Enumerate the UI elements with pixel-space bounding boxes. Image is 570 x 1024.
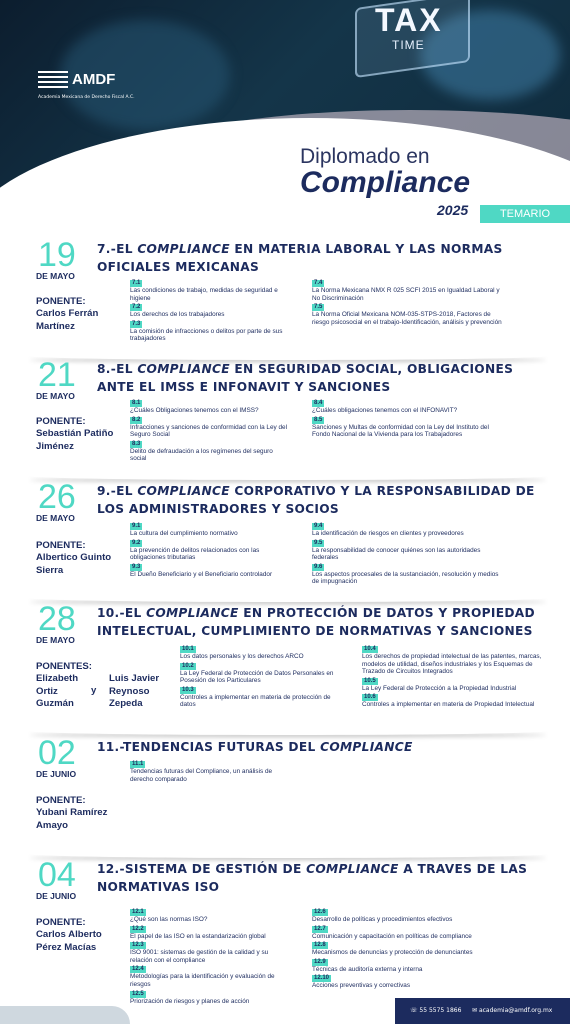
time-label: TIME: [392, 38, 425, 52]
phone-text: 55 5575 1866: [419, 1007, 462, 1014]
topic-number: 12.2: [132, 925, 144, 932]
footer-email: ✉ academia@amdf.org.mx: [472, 1007, 553, 1014]
topic-item: [130, 941, 290, 964]
topic-text: Los datos personales y los derechos ARCO: [180, 653, 304, 660]
ponente-label: PONENTE:: [36, 795, 86, 806]
topic-number: 9.4: [314, 523, 323, 529]
topic-item: [312, 941, 502, 957]
topic-item: [130, 399, 290, 415]
topic-text: La comisión de infracciones o delitos por parte de sus trabajadores: [130, 327, 283, 343]
topic-text: Los derechos de los trabajadores: [130, 311, 225, 319]
session-month: DE MAYO: [36, 513, 75, 523]
session-day: 19: [38, 236, 76, 274]
topic-item: [130, 760, 290, 783]
topic-number: 12.5: [132, 990, 144, 997]
session-title: 10.-EL COMPLIANCE EN PROTECCIÓN DE DATOS Y PROPIEDAD INTELECTUAL, CUMPLIMIENTO DE NORMATIVAS Y SANCIONES: [97, 606, 535, 638]
ponente-name: Yubani Ramírez Amayo: [36, 807, 108, 831]
topic-column-right: [312, 279, 502, 327]
topic-item: [130, 539, 290, 562]
session-month: DE MAYO: [36, 391, 75, 401]
topic-item: [130, 522, 290, 538]
topic-text: La identificación de riesgos en clientes y proveedores: [312, 530, 464, 537]
ponente-name: Elizabeth Ortiz Guzmán: [36, 673, 79, 709]
footer-phone: ☏ 55 5575 1866: [410, 1007, 462, 1014]
topic-item: [312, 563, 502, 586]
topic-text: La prevención de delitos relacionados con las obligaciones tributarias: [130, 546, 260, 562]
topic-number: 10.6: [364, 694, 376, 701]
topic-item: [180, 645, 340, 661]
topic-text: Metodologías para la identificación y evaluación de riesgos: [130, 973, 275, 988]
topic-text: Los aspectos procesales de la sustanciación, resolución y medios de impugnación: [312, 570, 499, 586]
session-month: DE JUNIO: [36, 769, 77, 779]
topic-column-right: [312, 399, 502, 440]
topic-text: Controles a implementar en materia de Propiedad Intelectual: [362, 701, 535, 709]
topic-number: 8.1: [132, 400, 141, 406]
topic-item: [180, 686, 340, 709]
topic-number: 8.4: [314, 400, 323, 406]
topic-number: 8.5: [314, 416, 323, 423]
ponente-name: Albertico Guinto Sierra: [36, 552, 112, 576]
topic-number: 7.5: [314, 304, 323, 311]
topic-item: [312, 908, 502, 924]
topic-number: 10.2: [182, 662, 194, 669]
topic-item: [312, 958, 502, 974]
hero-banner: [0, 0, 570, 240]
topic-text: Tendencias futuras del Compliance, un análisis de derecho comparado: [130, 768, 273, 783]
topic-text: La Norma Oficial Mexicana NOM-035-STPS-2018, Factores de riesgo psicosocial en el trabajo-Identificación, análisis y prevención: [312, 311, 502, 326]
tax-label: TAX: [375, 2, 443, 38]
topic-item: [130, 440, 290, 463]
topic-text: La cultura del cumplimiento normativo: [130, 530, 238, 537]
ponente-label: PONENTE:: [36, 416, 86, 427]
ponente-label: PONENTE:: [36, 296, 86, 307]
topic-number: 12.3: [132, 942, 144, 949]
topic-number: 12.10: [314, 975, 330, 982]
topic-number: 10.3: [182, 686, 194, 693]
topic-item: [362, 677, 552, 693]
topic-text: Priorización de riesgos y planes de acción: [130, 997, 250, 1005]
logo-subtitle: Academia Mexicana de Derecho Fiscal A.C.: [38, 95, 135, 100]
topic-item: [130, 908, 290, 924]
topic-number: 10.1: [182, 646, 194, 652]
topic-text: La Ley Federal de Protección a la Propiedad Industrial: [362, 684, 517, 692]
ponente-and: y: [91, 685, 97, 696]
session-title: 11.-TENDENCIAS FUTURAS DEL COMPLIANCE: [97, 740, 413, 754]
topic-text: Infracciones y sanciones de conformidad con la Ley del Seguro Social: [130, 423, 288, 439]
ponente-name: Carlos Alberto Pérez Macías: [36, 929, 102, 953]
topic-item: [312, 303, 502, 326]
session-title: 7.-EL COMPLIANCE EN MATERIA LABORAL Y LAS NORMAS OFICIALES MEXICANAS: [97, 242, 503, 274]
topic-item: [312, 279, 502, 302]
topic-number: 8.2: [132, 416, 141, 423]
topic-item: [312, 522, 502, 538]
topic-column-left: [130, 399, 290, 464]
topic-column-left: [130, 908, 290, 1006]
topic-item: [362, 693, 552, 709]
ponente-label: PONENTE:: [36, 917, 86, 928]
topic-number: 10.5: [364, 677, 376, 684]
topic-number: 7.1: [132, 280, 141, 286]
session-title: 9.-EL COMPLIANCE CORPORATIVO Y LA RESPONSABILIDAD DE LOS ADMINISTRADORES Y SOCIOS: [97, 484, 535, 516]
session-day: 28: [38, 600, 76, 638]
topic-item: [130, 416, 290, 439]
topic-text: La responsabilidad de conocer quiénes son las autoridades federales: [312, 546, 481, 562]
section-divider: [28, 727, 548, 735]
topic-number: 12.7: [314, 925, 326, 932]
logo-lines-icon: [38, 68, 68, 91]
topic-text: Controles a implementar en materia de protección de datos: [180, 693, 331, 709]
topic-item: [130, 563, 290, 579]
footer: [0, 998, 570, 1024]
topic-text: Técnicas de auditoría externa y interna: [312, 965, 423, 973]
topic-text: Comunicación y capacitación en políticas de compliance: [312, 932, 472, 940]
session-month: DE MAYO: [36, 635, 75, 645]
topic-column-left: [130, 522, 290, 579]
topic-item: [130, 965, 290, 988]
footer-grey-shape: [0, 1006, 130, 1024]
topic-number: 12.9: [314, 958, 326, 965]
session-title: 12.-SISTEMA DE GESTIÓN DE COMPLIANCE A TRAVES DE LAS NORMATIVAS ISO: [97, 862, 528, 894]
topic-item: [312, 399, 502, 415]
topic-text: ¿Qué son las normas ISO?: [130, 916, 208, 923]
year-label: 2025: [437, 202, 469, 218]
topic-column-left: [130, 760, 290, 784]
topic-item: [312, 974, 502, 990]
session-day: 02: [38, 734, 76, 772]
ponente-name: Sebastián Patiño Jiménez: [36, 428, 114, 452]
topic-item: [130, 279, 290, 302]
topic-text: Mecanismos de denuncias y protección de denunciantes: [312, 949, 473, 957]
ponente-name-2: Luis Javier Reynoso Zepeda: [109, 673, 160, 709]
topic-item: [130, 925, 290, 941]
topic-number: 7.3: [132, 320, 141, 327]
topic-text: Desarrollo de políticas y procedimientos efectivos: [312, 916, 453, 923]
session-day: 26: [38, 478, 76, 516]
topic-text: ISO 9001: sistemas de gestión de la calidad y su relación con el compliance: [130, 949, 269, 964]
topic-number: 9.3: [132, 563, 141, 570]
session-day: 04: [38, 856, 76, 894]
topic-column-right: [312, 908, 502, 991]
topic-text: Acciones preventivas y correctivas: [312, 982, 411, 990]
topic-item: [180, 662, 340, 685]
session-day: 21: [38, 356, 76, 394]
topic-text: El papel de las ISO en la estandarización global: [130, 932, 266, 940]
topic-item: [130, 303, 290, 319]
topic-column-right: [362, 645, 552, 710]
logo-text: AMDF: [72, 71, 116, 88]
topic-number: 9.6: [314, 563, 323, 570]
title-line-1: Diplomado en: [300, 145, 430, 168]
topic-number: 12.6: [314, 909, 326, 915]
topic-number: 9.5: [314, 539, 323, 546]
section-divider: [28, 594, 548, 602]
topic-column-right: [312, 522, 502, 587]
section-divider: [28, 850, 548, 858]
email-text: academia@amdf.org.mx: [478, 1007, 553, 1014]
topic-item: [312, 925, 502, 941]
section-divider: [28, 472, 548, 480]
title-line-2: Compliance: [300, 166, 471, 199]
temario-badge: TEMARIO: [480, 205, 570, 223]
topic-number: 7.2: [132, 304, 141, 311]
topic-number: 10.4: [364, 646, 376, 652]
topic-item: [312, 539, 502, 562]
ponente-label: PONENTE:: [36, 540, 86, 551]
topic-text: ¿Cuáles Obligaciones tenemos con el IMSS?: [130, 407, 259, 414]
topic-text: Las condiciones de trabajo, medidas de seguridad e higiene: [130, 287, 278, 302]
topic-number: 7.4: [314, 280, 323, 286]
topic-text: Delito de defraudación a los regímenes del seguro social: [130, 447, 273, 463]
topic-number: 12.4: [132, 966, 144, 973]
topic-number: 11.1: [132, 761, 144, 767]
topic-number: 8.3: [132, 440, 141, 447]
topic-item: [130, 320, 290, 343]
session-month: DE MAYO: [36, 271, 75, 281]
ponente-label: PONENTES:: [36, 661, 92, 672]
topic-text: Los derechos de propiedad intelectual de las patentes, marcas, modelos de utilidad, diseños industriales y los Esquemas de Trazado de Circuitos Integrados: [362, 653, 542, 676]
section-divider: [28, 352, 548, 360]
topic-number: 12.1: [132, 909, 144, 915]
topic-column-left: [180, 645, 340, 710]
topic-text: La Norma Mexicana NMX R 025 SCFI 2015 en Igualdad Laboral y No Discriminación: [312, 287, 500, 302]
topic-number: 9.2: [132, 539, 141, 546]
topic-text: El Dueño Beneficiario y el Beneficiario controlador: [130, 570, 273, 578]
topic-column-left: [130, 279, 290, 344]
topic-number: 12.8: [314, 942, 326, 949]
topic-text: ¿Cuáles obligaciones tenemos con el INFONAVIT?: [312, 407, 458, 414]
topic-text: Sanciones y Multas de conformidad con la Ley del Instituto del Fondo Nacional de la Vivienda para los Trabajadores: [312, 423, 489, 439]
topic-text: La Ley Federal de Protección de Datos Personales en Posesión de los Particulares: [180, 669, 334, 685]
topic-item: [362, 645, 552, 676]
topic-item: [312, 416, 502, 439]
topic-number: 9.1: [132, 523, 141, 529]
session-title: 8.-EL COMPLIANCE EN SEGURIDAD SOCIAL, OBLIGACIONES ANTE EL IMSS E INFONAVIT Y SANCIONES: [97, 362, 514, 394]
session-month: DE JUNIO: [36, 891, 77, 901]
ponente-name: Carlos Ferrán Martínez: [36, 308, 99, 332]
amdf-logo: [38, 68, 188, 100]
